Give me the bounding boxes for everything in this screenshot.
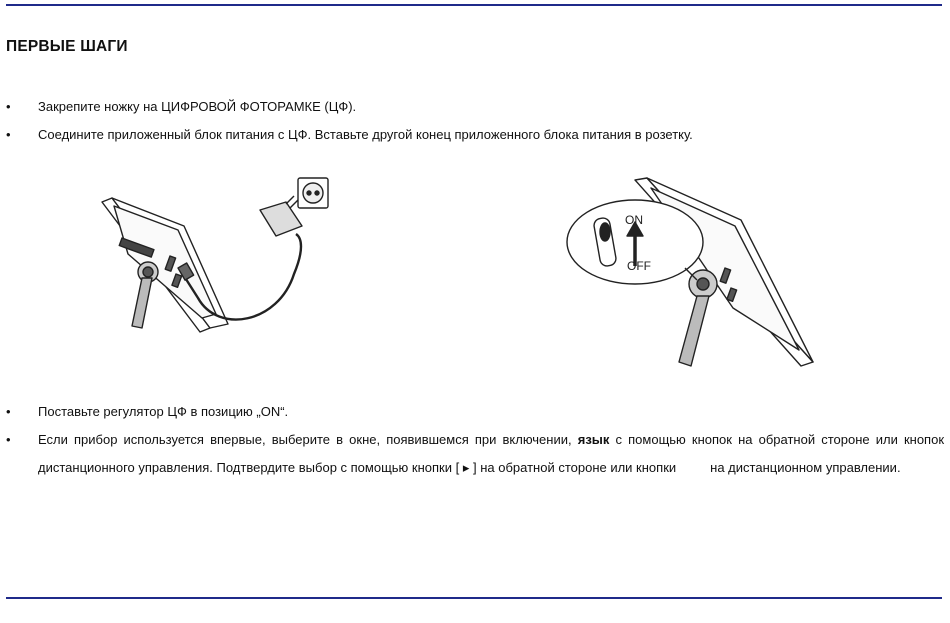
frame-stand [132,278,152,328]
page-title: ПЕРВЫЕ ШАГИ [6,38,128,55]
bullet: • [6,127,11,142]
list-item [6,426,944,482]
switch-off-label: OFF [627,259,651,273]
illustration-power-switch [565,176,820,372]
wall-socket-icon [298,178,328,208]
step-text-part: ] на обратной стороне или кнопки [469,460,677,475]
step-text-part: Если прибор используется впервые, выберите в окне, появившемся при включении, [38,432,578,447]
steps-list-bottom [6,398,944,482]
list-item [6,93,944,121]
bullet: • [6,404,11,419]
switch-on-label: ON [625,213,643,227]
bullet: • [6,99,11,114]
step-text: Поставьте регулятор ЦФ в позицию „ON“. [38,404,289,419]
top-rule [6,4,942,6]
power-adapter [260,196,302,236]
step-text: Соедините приложенный блок питания с ЦФ. Вставьте другой конец приложенного блока питания в розетку. [38,127,693,142]
illustration-power-connection [98,174,338,340]
step-text-part: с помощью кнопок на обратной стороне или кнопок дистанционного управления. Подтвердите выбор с помощью кнопки [ [38,432,945,475]
step-text-part: на дистанционном управлении. [710,460,901,475]
bullet: • [6,432,11,447]
list-item [6,121,944,149]
bottom-rule [6,597,942,599]
play-arrow-icon: ▸ [462,460,470,475]
step-text: Закрепите ножку на ЦИФРОВОЙ ФОТОРАМКЕ (ЦФ). [38,99,357,114]
step-text-bold: язык [577,432,610,447]
list-item [6,398,944,426]
steps-list-top [6,93,944,149]
frame-stand [679,296,709,366]
